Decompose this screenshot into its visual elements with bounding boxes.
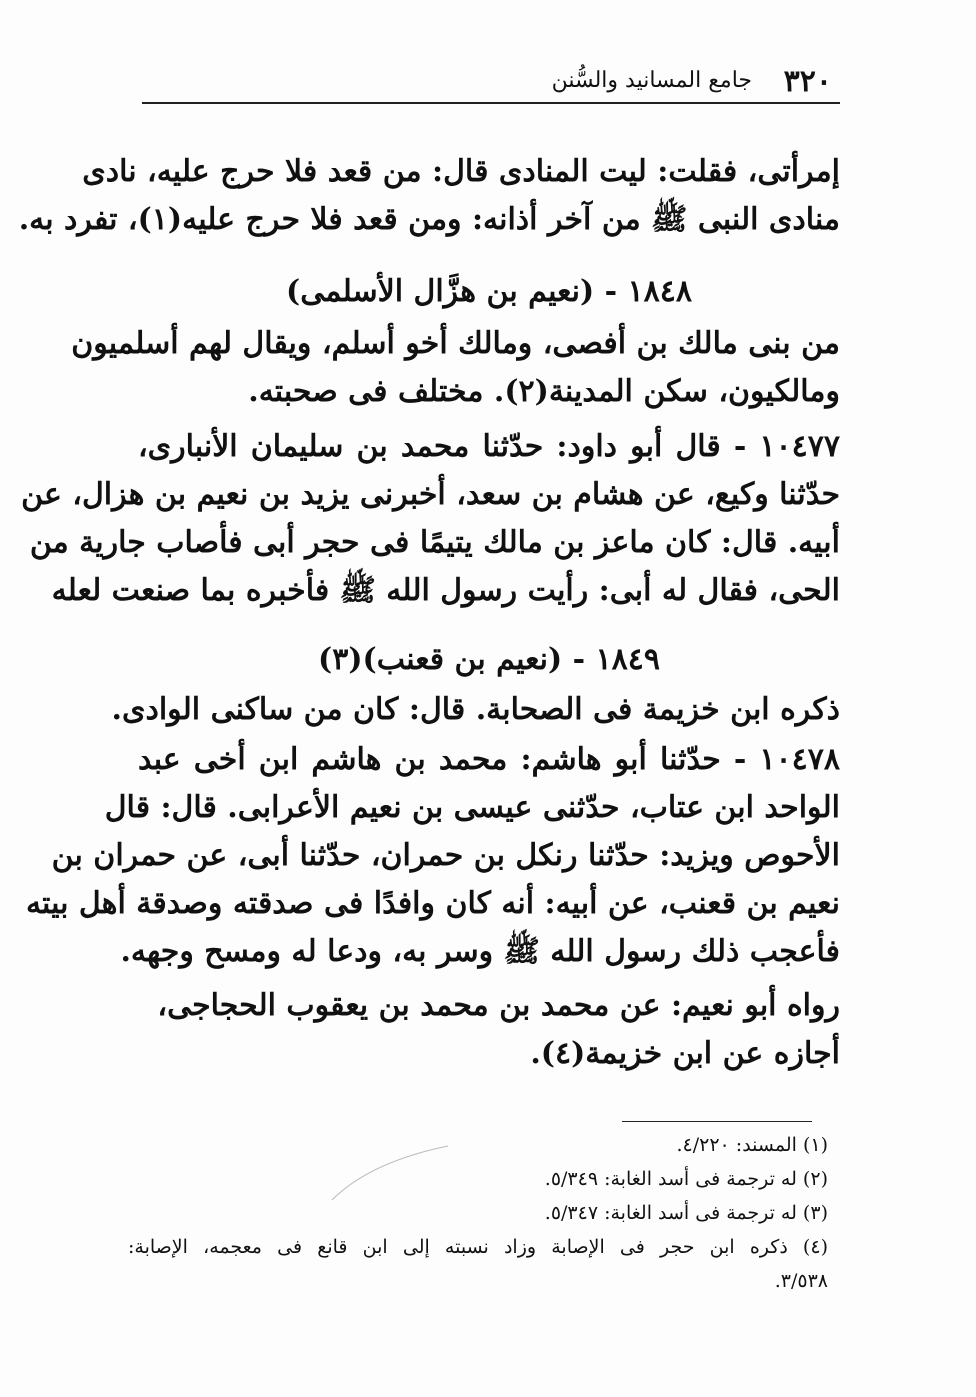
text-line: رواه أبو نعيم: عن محمد بن محمد بن يعقوب الحجاجى، [157,988,840,1023]
text-line: الحى، فقال له أبى: رأيت رسول الله ﷺ فأخبره بما صنعت لعله [51,573,840,608]
footnote-continuation: ٣/٥٣٨. [774,1270,828,1292]
entry-heading: ١٨٤٩ - (نعيم بن قعنب)(٣) [318,642,660,677]
page-header [142,62,840,102]
text-line: حدّثنا وكيع، عن هشام بن سعد، أخبرنى يزيد بن نعيم بن هزال، عن [21,477,840,512]
text-line: منادى النبى ﷺ من آخر أذانه: ومن قعد فلا حرج عليه(١)، تفرد به. [18,202,840,237]
text-line: ١٠٤٧٨ - حدّثنا أبو هاشم: محمد بن هاشم ابن أخى عبد [138,742,840,777]
text-line: فأعجب ذلك رسول الله ﷺ وسر به، ودعا له ومسح وجهه. [120,934,840,969]
footnote: (٤) ذكره ابن حجر فى الإصابة وزاد نسبته إلى ابن قانع فى معجمه، الإصابة: [128,1236,828,1258]
text-line: أجازه عن ابن خزيمة(٤). [530,1036,840,1071]
text-line: ذكره ابن خزيمة فى الصحابة. قال: كان من ساكنى الوادى. [111,692,840,727]
text-line: ومالكيون، سكن المدينة(٢). مختلف فى صحبته. [248,374,840,409]
text-line: أبيه. قال: كان ماعز بن مالك يتيمًا فى حجر أبى فأصاب جارية من [29,525,840,560]
text-line: إمرأتى، فقلت: ليت المنادى قال: من قعد فلا حرج عليه، نادى [82,154,840,189]
running-title: جامع المسانيد والسُّنن [551,68,752,93]
text-line: الواحد ابن عتاب، حدّثنى عيسى بن نعيم الأعرابى. قال: قال [104,790,840,825]
header-rule [142,102,840,104]
footnote: (٢) له ترجمة فى أسد الغابة: ٥/٣٤٩. [544,1168,828,1190]
text-line: من بنى مالك بن أفصى، ومالك أخو أسلم، ويقال لهم أسلميون [71,326,840,361]
text-line: نعيم بن قعنب، عن أبيه: أنه كان وافدًا فى صدقته وصدقة أهل بيته [25,886,840,921]
text-line: الأحوص ويزيد: حدّثنا رنكل بن حمران، حدّثنا أبى، عن حمران بن [51,838,840,873]
text-line: ١٠٤٧٧ - قال أبو داود: حدّثنا محمد بن سليمان الأنبارى، [138,429,840,464]
footnote: (١) المسند: ٤/٢٢٠. [676,1134,828,1156]
entry-heading: ١٨٤٨ - (نعيم بن هزَّال الأسلمى) [286,274,692,309]
footnote: (٣) له ترجمة فى أسد الغابة: ٥/٣٤٧. [544,1202,828,1224]
footnote-rule [622,1121,812,1122]
page-number: ٣٢٠ [783,64,832,99]
